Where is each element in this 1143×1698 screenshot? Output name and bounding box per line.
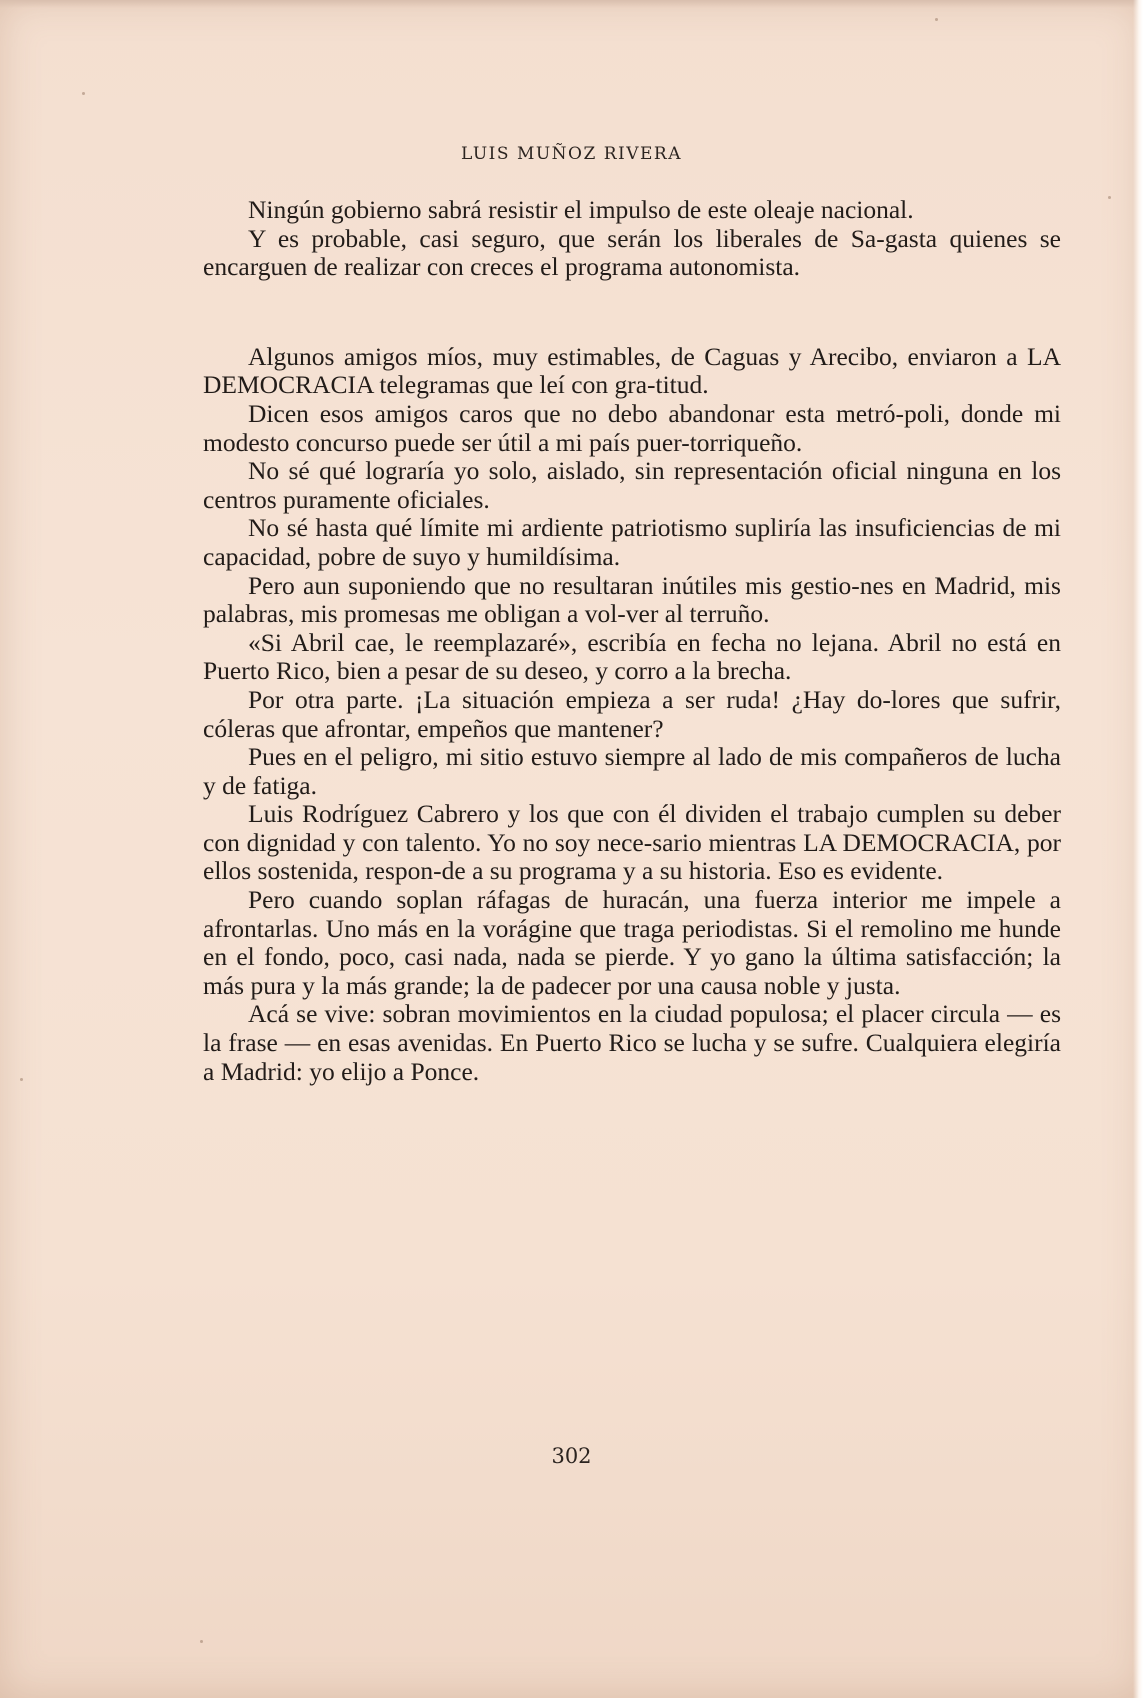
paragraph: Dicen esos amigos caros que no debo abandonar esta metró-poli, donde mi modesto concurso puede ser útil a mi país puer-torriqueño. [203,398,1061,457]
running-head: LUIS MUÑOZ RIVERA [461,144,682,164]
paragraph: No sé hasta qué límite mi ardiente patriotismo supliría las insuficiencias de mi capacidad, pobre de suyo y humildísima. [203,513,1061,571]
paragraph: Acá se vive: sobran movimientos en la ciudad populosa; el placer circula — es la frase — en esas avenidas. En Puerto Rico se lucha y se sufre. Cualquiera elegiría a Madrid: yo elijo a Ponce. [203,999,1061,1086]
paragraph: Ningún gobierno sabrá resistir el impulso de este oleaje nacional. [248,195,914,224]
paragraph: Algunos amigos míos, muy estimables, de Caguas y Arecibo, enviaron a LA DEMOCRACIA telegramas que leí con gra-titud. [203,341,1061,400]
page-number: 302 [551,1444,592,1468]
paper-speck [82,92,85,95]
paragraph: Pero cuando soplan ráfagas de huracán, una fuerza interior me impele a afrontarlas. Uno más en la vorágine que traga periodistas. Si el remolino me hunde en el fondo, poco, casi nada, nada se pierde. Y yo gano la última satisfacción; la más pura y la más grande; la de padecer por una causa noble y justa. [203,885,1061,1000]
page-top-edge [0,0,1143,8]
paragraph: Por otra parte. ¡La situación empieza a ser ruda! ¿Hay do-lores que sufrir, cóleras que afrontar, empeños que mantener? [203,684,1061,743]
paper-speck [935,18,938,21]
paragraph: Pero aun suponiendo que no resultaran inútiles mis gestio-nes en Madrid, mis palabras, mis promesas me obligan a vol-ver al terruño. [203,570,1061,629]
paragraph: No sé qué lograría yo solo, aislado, sin representación oficial ninguna en los centros puramente oficiales. [203,456,1061,514]
paper-speck [1108,196,1111,199]
paragraph: Luis Rodríguez Cabrero y los que con él dividen el trabajo cumplen su deber con dignidad y con talento. Yo no soy nece-sario mientras LA DEMOCRACIA, por ellos sostenida, respon-de a su programa y a su historia. Eso es evidente. [203,799,1061,886]
paragraph: Y es probable, casi seguro, que serán los liberales de Sa-gasta quienes se encarguen de realizar con creces el programa autonomista. [203,223,1061,282]
paragraph: Pues en el peligro, mi sitio estuvo siempre al lado de mis compañeros de lucha y de fatiga. [203,742,1061,800]
body-text [203,196,1061,1086]
paper-speck [200,1640,203,1643]
paragraph: «Si Abril cae, le reemplazaré», escribía en fecha no lejana. Abril no está en Puerto Rico, bien a pesar de su deseo, y corro a la brecha. [203,627,1061,686]
paper-speck [20,1078,23,1081]
